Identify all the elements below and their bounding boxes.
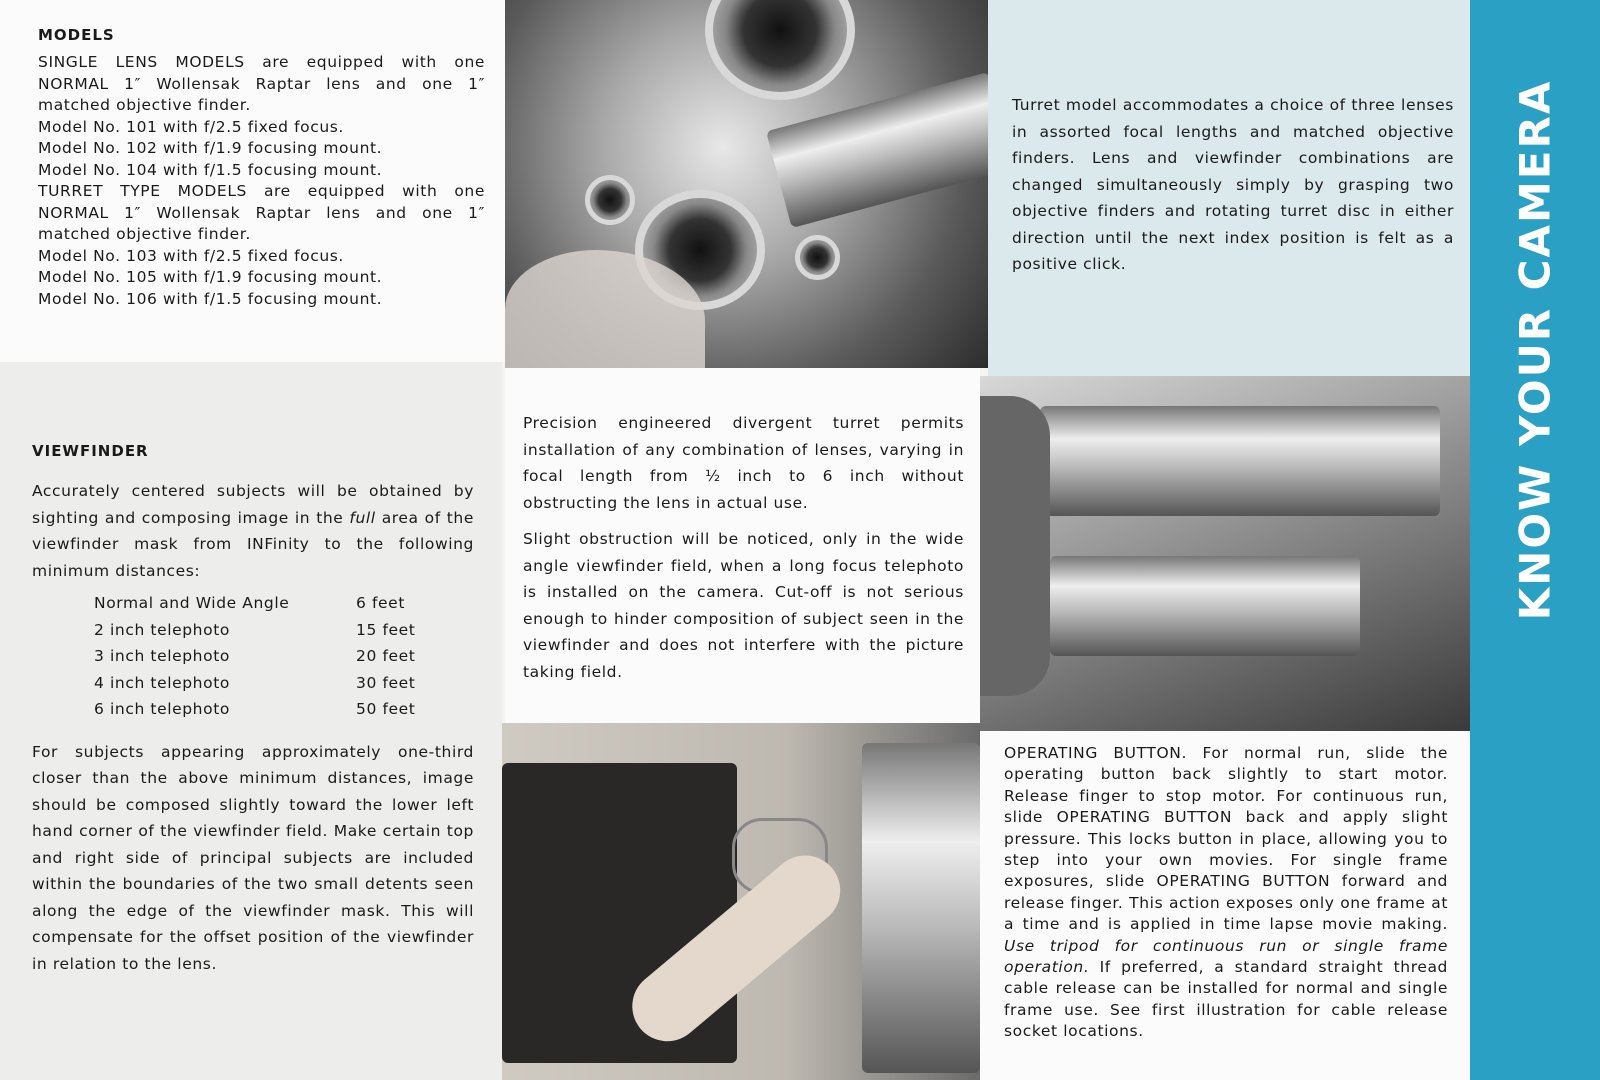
models-line: Model No. 101 with f/2.5 fixed focus.: [38, 117, 344, 136]
know-your-camera-banner: [1470, 0, 1600, 1080]
distance-row: [94, 700, 474, 727]
models-line: TURRET TYPE MODELS are equipped with one NORMAL 1″ Wollensak Raptar lens and one 1″ matched objective finder.: [38, 182, 485, 243]
lens-type: 6 inch telephoto: [94, 700, 230, 718]
lens-type: 4 inch telephoto: [94, 673, 230, 692]
divergent-p2: Slight obstruction will be noticed, only in the wide angle viewfinder field, when a long focus telephoto is installed on the camera. Cut-off is not serious enough to hinder composition of subject seen in the viewfinder and does not interfere with the picture taking field.: [523, 530, 964, 681]
lens-type: 3 inch telephoto: [94, 647, 230, 665]
models-heading: MODELS: [38, 26, 115, 44]
models-section: [0, 0, 505, 362]
models-line: Model No. 104 with f/1.5 focusing mount.: [38, 160, 383, 179]
models-line: Model No. 106 with f/1.5 focusing mount.: [38, 289, 383, 308]
viewfinder-closing: For subjects appearing approximately one-third closer than the above minimum distances, image should be composed slightly toward the lower left hand corner of the viewfinder field. Make certain top and right side of principal subjects are included within the boundaries of the two small detents seen along the edge of the viewfinder mask. This will compensate for the offset position of the viewfinder in relation to the lens.: [32, 742, 474, 973]
models-line: Model No. 102 with f/1.9 focusing mount.: [38, 139, 383, 157]
distance-row: [94, 594, 474, 621]
operating-button-section: [980, 731, 1470, 1080]
divergent-p1: Precision engineered divergent turret permits installation of any combination of lenses, varying in focal length from ½ inch to 6 inch without obstructing the lens in actual use.: [523, 414, 964, 512]
models-line: Model No. 103 with f/2.5 fixed focus.: [38, 246, 344, 265]
lens-type: Normal and Wide Angle: [94, 594, 290, 612]
models-line: Model No. 105 with f/1.9 focusing mount.: [38, 268, 383, 286]
operating-emphasis: Use tripod for continuous run or single frame operation.: [1004, 936, 1448, 977]
telephoto-lenses-photo: [980, 376, 1470, 731]
min-distance: 20 feet: [356, 647, 416, 665]
intro-text: Accurately centered subjects will be obtained by sighting and composing image in the: [32, 482, 474, 527]
models-line: SINGLE LENS MODELS are equipped with one NORMAL 1″ Wollensak Raptar lens and one 1″ matched objective finder.: [38, 53, 485, 114]
operating-text-part: If preferred, a standard straight thread cable release can be installed for normal and single frame use. See first illustration for cable release socket locations.: [1004, 958, 1448, 1041]
min-distance: 30 feet: [356, 673, 416, 692]
turret-text: Turret model accommodates a choice of three lenses in assorted focal lengths and matched objective finders. Lens and viewfinder combinations are changed simultaneously simply by grasping two objective finders and rotating turret disc in either direction until the next index position is felt as a positive click.: [1012, 96, 1454, 273]
distance-row: [94, 621, 474, 648]
operating-button-photo: [502, 723, 980, 1080]
viewfinder-section: [0, 362, 502, 1080]
min-distance: 50 feet: [356, 700, 416, 718]
turret-lens-photo: [505, 0, 988, 368]
distance-row: [94, 674, 474, 701]
viewfinder-intro: [32, 478, 474, 584]
banner-title: KNOW YOUR CAMERA: [1510, 79, 1560, 621]
operating-text: [1004, 743, 1448, 1043]
intro-text: area of the viewfinder mask from INFinity to the following minimum distances:: [32, 508, 474, 580]
min-distance: 6 feet: [356, 594, 405, 612]
min-distance: 15 feet: [356, 620, 416, 639]
turret-section: [988, 0, 1470, 376]
intro-emphasis: full: [349, 508, 376, 527]
divergent-turret-section: [505, 368, 980, 723]
distance-row: [94, 647, 474, 674]
distance-table: [94, 594, 474, 727]
lens-type: 2 inch telephoto: [94, 620, 230, 639]
viewfinder-heading: VIEWFINDER: [32, 442, 149, 460]
operating-text-part: OPERATING BUTTON. For normal run, slide the operating button back slightly to start motor. Release finger to stop motor. For continuous run, slide OPERATING BUTTON back and apply slight pressure. This locks button in place, allowing you to step into your own movies. For single frame exposures, slide OPERATING BUTTON forward and release finger. This action exposes only one frame at a time and is applied in time lapse movie making.: [1004, 744, 1448, 934]
